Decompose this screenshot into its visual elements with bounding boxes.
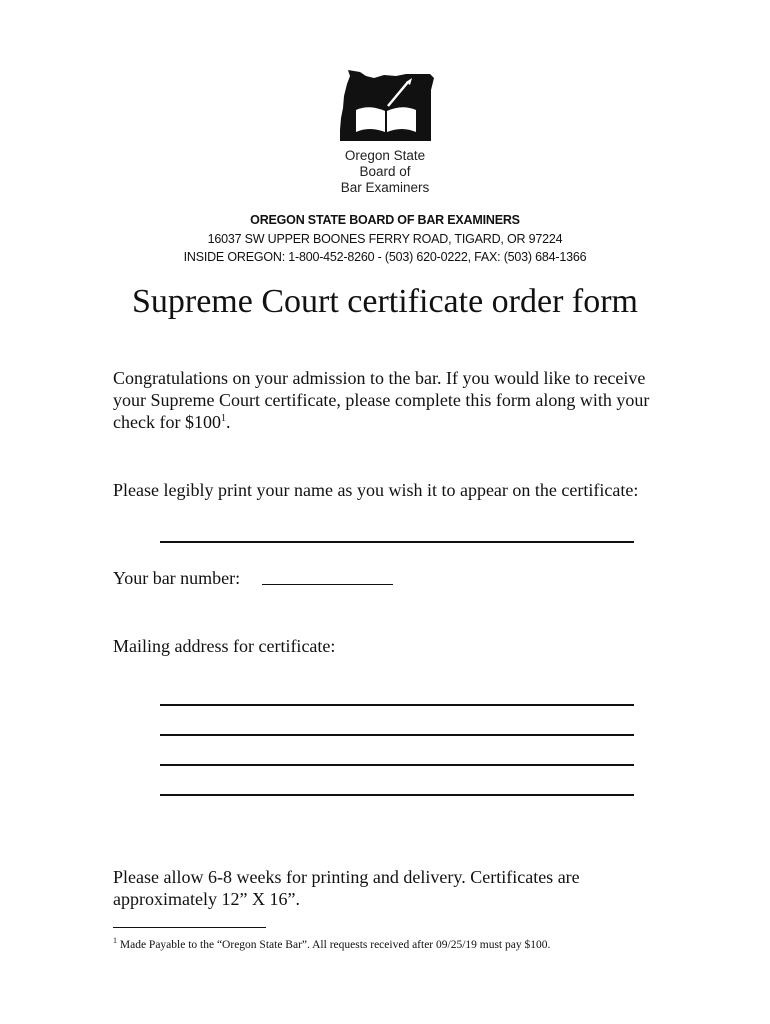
footnote (113, 936, 550, 951)
address-line-4[interactable] (160, 794, 634, 796)
address-line-2[interactable] (160, 734, 634, 736)
address-line-1[interactable] (160, 704, 634, 706)
delivery-notice: Please allow 6-8 weeks for printing and delivery. Certificates are approximately 12” X 16”. (113, 867, 580, 909)
bar-number-label: Your bar number: (113, 568, 241, 588)
oregon-map-book-logo-icon (336, 66, 436, 146)
footnote-text: Made Payable to the “Oregon State Bar”. All requests received after 09/25/19 must pay $100. (117, 938, 551, 951)
org-address: 16037 SW UPPER BOONES FERRY ROAD, TIGARD, OR 97224 (207, 232, 563, 246)
intro-end: . (225, 412, 231, 432)
name-label: Please legibly print your name as you wish it to appear on the certificate: (113, 480, 639, 500)
logo-line-3: Bar Examiners (340, 180, 430, 195)
intro-text: Congratulations on your admission to the bar. If you would like to receive your Supreme Court certificate, please complete this form along with your check for $100 (113, 368, 650, 432)
bar-number-input-line[interactable] (262, 584, 393, 585)
mailing-address-label: Mailing address for certificate: (113, 636, 336, 656)
logo-line-1: Oregon State (344, 148, 426, 163)
page-title: Supreme Court certificate order form (131, 283, 638, 320)
org-name: OREGON STATE BOARD OF BAR EXAMINERS (250, 213, 520, 227)
org-phone-fax: INSIDE OREGON: 1-800-452-8260 - (503) 620-0222, FAX: (503) 684-1366 (183, 250, 587, 264)
logo-caption (310, 148, 460, 196)
footnote-divider (113, 927, 266, 928)
name-input-line[interactable] (160, 541, 634, 543)
intro-paragraph (113, 367, 673, 433)
footnote-marker: 1 (113, 936, 117, 945)
address-line-3[interactable] (160, 764, 634, 766)
logo-line-2: Board of (359, 164, 411, 179)
footnote-ref: 1 (220, 413, 226, 424)
